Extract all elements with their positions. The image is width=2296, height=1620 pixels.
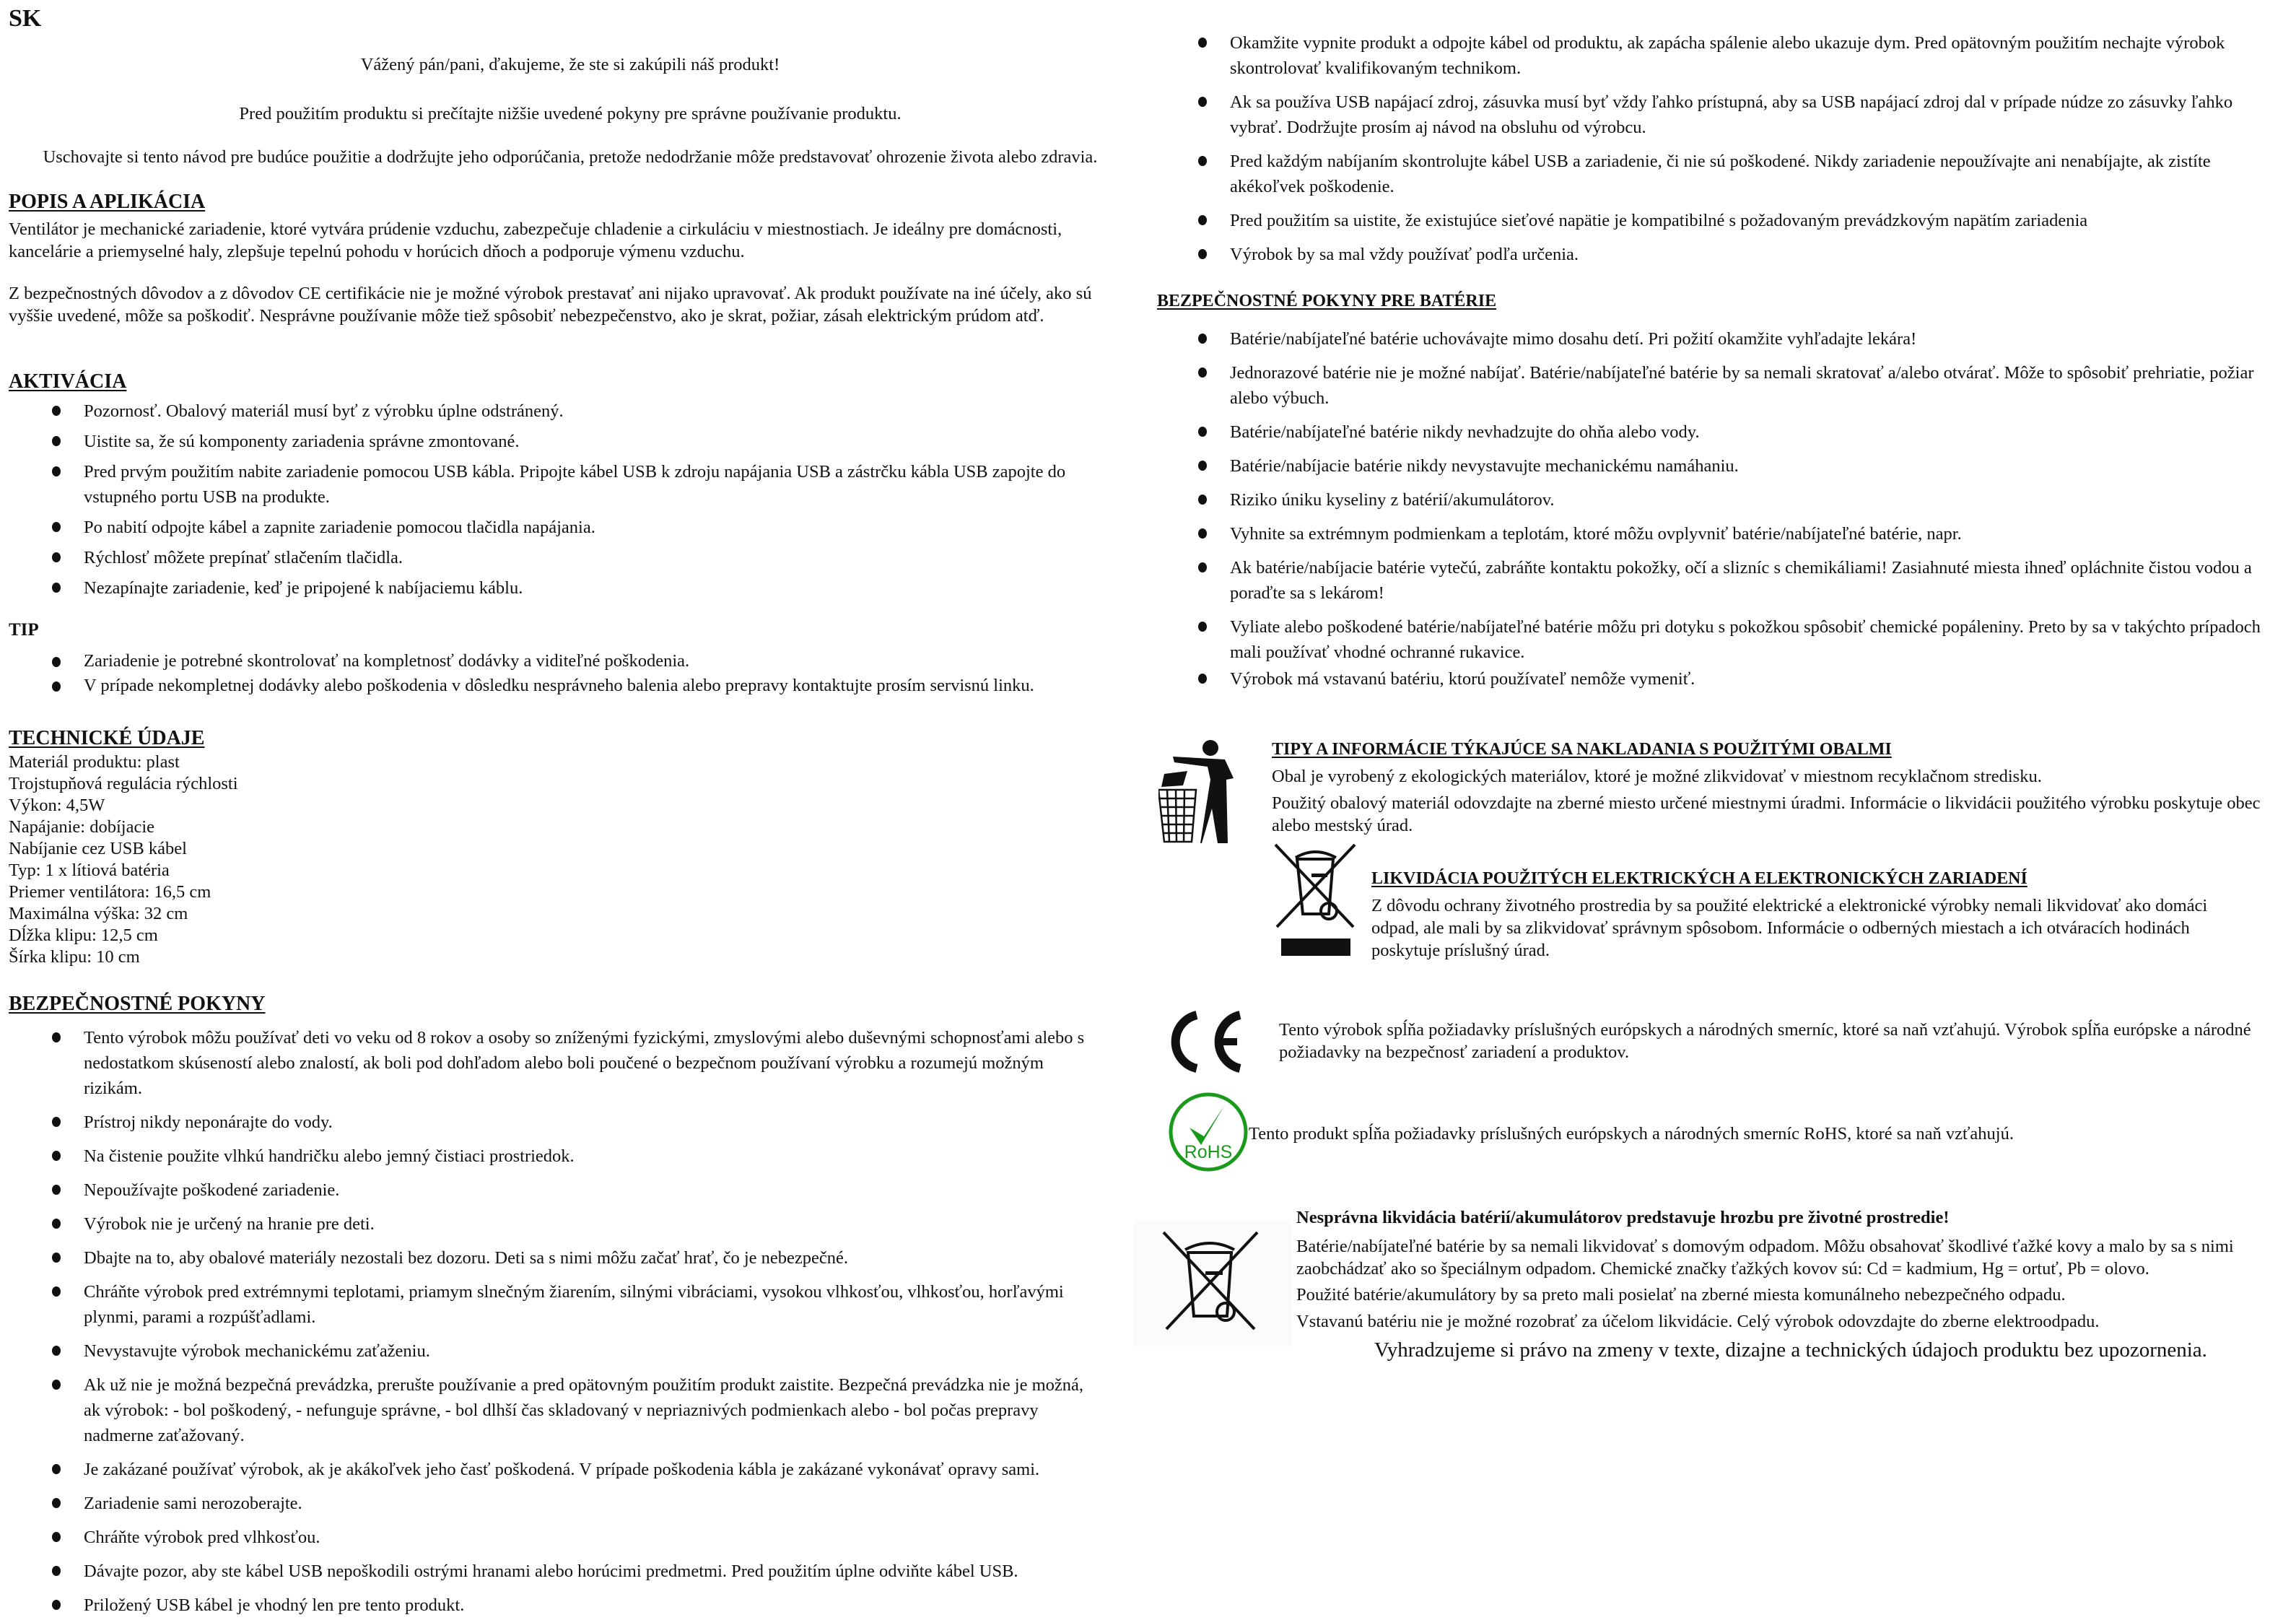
keep-manual-note: Uschovajte si tento návod pre budúce použitie a dodržujte jeho odporúčania, pretože nedodržanie môže predstavovať ohrozenie života alebo zdravia. bbox=[43, 147, 1098, 167]
spec-item: Napájanie: dobíjacie bbox=[9, 817, 155, 837]
battery-disposal-text: Batérie/nabíjateľné batérie by sa nemali likvidovať s domovým odpadom. Môžu obsahovať škodlivé ťažké kovy a malo by sa s nimi zaobchádzať ako so špeciálnym odpadom. Chemické značky ťažkých kovov sú: Cd = kadmium, Hg = ortuť, Pb = olovo. bbox=[1296, 1237, 2234, 1279]
disclaimer: Vyhradzujeme si právo na zmeny v texte, dizajne a technických údajoch produktu bez upozornenia. bbox=[1374, 1338, 2207, 1362]
crossed-bin-icon bbox=[1274, 843, 1357, 962]
battery-disposal-text: Vstavanú batériu nie je možné rozobrať za účelom likvidácie. Celý výrobok odovzdajte do zberne elektroodpadu. bbox=[1296, 1312, 2100, 1331]
tidyman-litter-icon bbox=[1158, 736, 1245, 845]
list-item: Výrobok nie je určený na hranie pre deti. bbox=[9, 1211, 1091, 1237]
battery-disposal-text: Použité batérie/akumulátory by sa preto mali posielať na zberné miesta komunálneho nebezpečného odpadu. bbox=[1296, 1285, 2066, 1305]
list-item: Pozornosť. Obalový materiál musí byť z výrobku úplne odstránený. bbox=[9, 399, 1135, 424]
description-heading: POPIS A APLIKÁCIA bbox=[9, 191, 206, 213]
battery-safety-heading: BEZPEČNOSTNÉ POKYNY PRE BATÉRIE bbox=[1157, 292, 1497, 310]
list-item: Vyhnite sa extrémnym podmienkam a teplotám, ktoré môžu ovplyvniť batérie/nabíjateľné batérie, napr. bbox=[1155, 521, 2288, 546]
language-code: SK bbox=[9, 5, 42, 32]
list-item: Priložený USB kábel je vhodný len pre tento produkt. bbox=[9, 1593, 1091, 1618]
list-item: Nevystavujte výrobok mechanickému zaťaženiu. bbox=[9, 1338, 1091, 1364]
list-item: Okamžite vypnite produkt a odpojte kábel od produktu, ak zapácha spálenie alebo ukazuje dym. Pred opätovným použitím nechajte výrobok skontrolovať kvalifikovaným technikom. bbox=[1155, 30, 2288, 81]
list-item: Jednorazové batérie nie je možné nabíjať. Batérie/nabíjateľné batérie by sa nemali skratovať a/alebo otvárať. Môže to spôsobiť prehriatie, požiar alebo výbuch. bbox=[1155, 360, 2288, 411]
list-item: Pred použitím sa uistite, že existujúce sieťové napätie je kompatibilné s požadovaným prevádzkovým napätím zariadenia bbox=[1155, 208, 2288, 233]
list-item: Na čistenie použite vlhkú handričku alebo jemný čistiaci prostriedok. bbox=[9, 1144, 1091, 1169]
battery-disposal-heading: Nesprávna likvidácia batérií/akumulátorov predstavuje hrozbu pre životné prostredie! bbox=[1296, 1208, 1950, 1227]
weee-heading: LIKVIDÁCIA POUŽITÝCH ELEKTRICKÝCH A ELEKTRONICKÝCH ZARIADENÍ bbox=[1371, 869, 2027, 888]
ce-text: Tento výrobok spĺňa požiadavky príslušných európskych a národných smerníc, ktoré sa naň vzťahujú. Výrobok spĺňa európske a národné požiadavky na bezpečnosť zariadení a produktov. bbox=[1279, 1020, 2251, 1062]
list-item: Riziko úniku kyseliny z batérií/akumulátorov. bbox=[1155, 487, 2288, 513]
list-item: Dávajte pozor, aby ste kábel USB nepoškodili ostrými hranami alebo horúcimi predmetmi. Pred použitím úplne odviňte kábel USB. bbox=[9, 1559, 1091, 1584]
list-item: Chráňte výrobok pred vlhkosťou. bbox=[9, 1525, 1091, 1550]
list-item: Uistite sa, že sú komponenty zariadenia správne zmontované. bbox=[9, 429, 1135, 454]
spec-item: Materiál produktu: plast bbox=[9, 752, 180, 772]
tip-list bbox=[9, 650, 1135, 697]
list-item: Nezapínajte zariadenie, keď je pripojené k nabíjaciemu káblu. bbox=[9, 575, 1135, 601]
packaging-text: Použitý obalový materiál odovzdajte na zberné miesto určené miestnymi úradmi. Informácie o likvidácii použitého výrobku poskytuje obec alebo mestský úrad. bbox=[1272, 793, 2261, 835]
packaging-text: Obal je vyrobený z ekologických materiálov, ktoré je možné zlikvidovať v miestnom recyklačnom stredisku. bbox=[1272, 767, 2042, 786]
list-item: Vyliate alebo poškodené batérie/nabíjateľné batérie môžu pri dotyku s pokožkou spôsobiť chemické popáleniny. Preto by sa v takýchto prípadoch mali používať vhodné ochranné rukavice. bbox=[1155, 614, 2288, 665]
list-item: Chráňte výrobok pred extrémnymi teplotami, priamym slnečným žiarením, silnými vibráciami, vysokou vlhkosťou, vlhkosťou, horľavými plynmi, parami a rozpúšťadlami. bbox=[9, 1279, 1091, 1330]
battery-safety-list bbox=[1155, 326, 2288, 692]
spec-item: Priemer ventilátora: 16,5 cm bbox=[9, 882, 211, 902]
specs-heading: TECHNICKÉ ÚDAJE bbox=[9, 727, 205, 749]
list-item: Výrobok má vstavanú batériu, ktorú používateľ nemôže vymeniť. bbox=[1155, 666, 2288, 692]
safety-list-continued bbox=[1155, 30, 2288, 267]
specs-list bbox=[9, 752, 238, 968]
list-item: V prípade nekompletnej dodávky alebo poškodenia v dôsledku nesprávneho balenia alebo prepravy kontaktujte prosím servisnú linku. bbox=[9, 674, 1135, 697]
list-item: Dbajte na to, aby obalové materiály nezostali bez dozoru. Deti sa s nimi môžu začať hrať, čo je nebezpečné. bbox=[9, 1245, 1091, 1271]
ce-mark-icon bbox=[1162, 1009, 1249, 1074]
list-item: Zariadenie sami nerozoberajte. bbox=[9, 1491, 1091, 1516]
list-item: Batérie/nabíjateľné batérie uchovávajte mimo dosahu detí. Pri požití okamžite vyhľadajte lekára! bbox=[1155, 326, 2288, 352]
description-paragraph: Z bezpečnostných dôvodov a z dôvodov CE certifikácie nie je možné výrobok prestavať ani nijako upravovať. Ak produkt používate na iné účely, ako sú vyššie uvedené, môže sa poškodiť. Nesprávne používanie môže tiež spôsobiť nebezpečenstvo, ako je skrat, požiar, zásah elektrickým prúdom atď. bbox=[9, 284, 1092, 326]
spec-item: Výkon: 4,5W bbox=[9, 796, 105, 815]
spec-item: Dĺžka klipu: 12,5 cm bbox=[9, 926, 158, 945]
battery-disposal-icon-area bbox=[1133, 1220, 1292, 1346]
list-item: Tento výrobok môžu používať deti vo veku od 8 rokov a osoby so zníženými fyzickými, zmyslovými alebo duševnými schopnosťami alebo s nedostatkom skúseností alebo znalostí, ak boli pod dohľadom alebo boli poučené o bezpečnom používaní výrobku a rozumejú možným rizikám. bbox=[9, 1025, 1091, 1101]
spec-item: Trojstupňová regulácia rýchlosti bbox=[9, 774, 238, 793]
safety-heading: BEZPEČNOSTNÉ POKYNY bbox=[9, 993, 266, 1015]
list-item: Batérie/nabíjacie batérie nikdy nevystavujte mechanickému namáhaniu. bbox=[1155, 453, 2288, 479]
spec-item: Šírka klipu: 10 cm bbox=[9, 947, 140, 967]
spec-item: Nabíjanie cez USB kábel bbox=[9, 839, 187, 858]
spec-item: Typ: 1 x lítiová batéria bbox=[9, 861, 170, 880]
spec-item: Maximálna výška: 32 cm bbox=[9, 904, 188, 923]
list-item: Po nabití odpojte kábel a zapnite zariadenie pomocou tlačidla napájania. bbox=[9, 515, 1135, 540]
read-instructions-note: Pred použitím produktu si prečítajte nižšie uvedené pokyny pre správne používanie produktu. bbox=[239, 104, 902, 123]
list-item: Výrobok by sa mal vždy používať podľa určenia. bbox=[1155, 242, 2288, 267]
list-item: Batérie/nabíjateľné batérie nikdy nevhadzujte do ohňa alebo vody. bbox=[1155, 419, 2288, 445]
rohs-check-icon bbox=[1168, 1092, 1249, 1172]
tip-heading: TIP bbox=[9, 620, 39, 640]
list-item: Pred prvým použitím nabite zariadenie pomocou USB kábla. Pripojte kábel USB k zdroju napájania USB a zástrčku kábla USB zapojte do vstupného portu USB na produkte. bbox=[9, 459, 1135, 510]
list-item: Nepoužívajte poškodené zariadenie. bbox=[9, 1177, 1091, 1203]
rohs-logo-text: RoHS bbox=[1184, 1142, 1233, 1162]
list-item: Ak batérie/nabíjacie batérie vytečú, zabráňte kontaktu pokožky, očí a slizníc s chemikáliami! Zasiahnuté miesta ihneď opláchnite čistou vodou a poraďte sa s lekárom! bbox=[1155, 555, 2288, 606]
greeting: Vážený pán/pani, ďakujeme, že ste si zakúpili náš produkt! bbox=[360, 55, 780, 74]
activation-list bbox=[9, 399, 1135, 601]
rohs-text: Tento produkt spĺňa požiadavky príslušných európskych a národných smerníc RoHS, ktoré sa naň vzťahujú. bbox=[1249, 1124, 2014, 1144]
list-item: Zariadenie je potrebné skontrolovať na kompletnosť dodávky a viditeľné poškodenia. bbox=[9, 650, 1135, 672]
packaging-heading: TIPY A INFORMÁCIE TÝKAJÚCE SA NAKLADANIA S POUŽITÝMI OBALMI bbox=[1272, 740, 1892, 759]
weee-text: Z dôvodu ochrany životného prostredia by sa použité elektrické a elektronické výrobky nemali likvidovať ako domáci odpad, ale mali by sa zlikvidovať správnym spôsobom. Informácie o odberných miestach a ich otváracích hodinách poskytuje príslušný úrad. bbox=[1371, 896, 2208, 960]
list-item: Rýchlosť môžete prepínať stlačením tlačidla. bbox=[9, 545, 1135, 570]
list-item: Ak sa používa USB napájací zdroj, zásuvka musí byť vždy ľahko prístupná, aby sa USB napájací zdroj dal v prípade núdze zo zásuvky ľahko vybrať. Dodržujte prosím aj návod na obsluhu od výrobcu. bbox=[1155, 90, 2288, 140]
description-paragraph: Ventilátor je mechanické zariadenie, ktoré vytvára prúdenie vzduchu, zabezpečuje chladenie a cirkuláciu v miestnostiach. Je ideálny pre domácnosti, kancelárie a priemyselné haly, zlepšuje tepelnú pohodu v horúcich dňoch a podporuje výmenu vzduchu. bbox=[9, 219, 1062, 261]
list-item: Je zakázané používať výrobok, ak je akákoľvek jeho časť poškodená. V prípade poškodenia kábla je zakázané vykonávať opravy sami. bbox=[9, 1457, 1091, 1482]
list-item: Ak už nie je možná bezpečná prevádzka, prerušte používanie a pred opätovným použitím produkt zaistite. Bezpečná prevádzka nie je možná, ak výrobok: - bol poškodený, - nefunguje správne, - bol dlhší čas skladovaný v nepriaznivých podmienkach alebo - bol počas prepravy nadmerne zaťažovaný. bbox=[9, 1372, 1091, 1448]
list-item: Pred každým nabíjaním skontrolujte kábel USB a zariadenie, či nie sú poškodené. Nikdy zariadenie nepoužívajte ani nenabíjajte, ak zistíte akékoľvek poškodenie. bbox=[1155, 149, 2288, 199]
activation-heading: AKTIVÁCIA bbox=[9, 370, 127, 393]
list-item: Prístroj nikdy neponárajte do vody. bbox=[9, 1110, 1091, 1135]
safety-list bbox=[9, 1025, 1091, 1618]
crossed-bin-icon bbox=[1162, 1231, 1260, 1332]
